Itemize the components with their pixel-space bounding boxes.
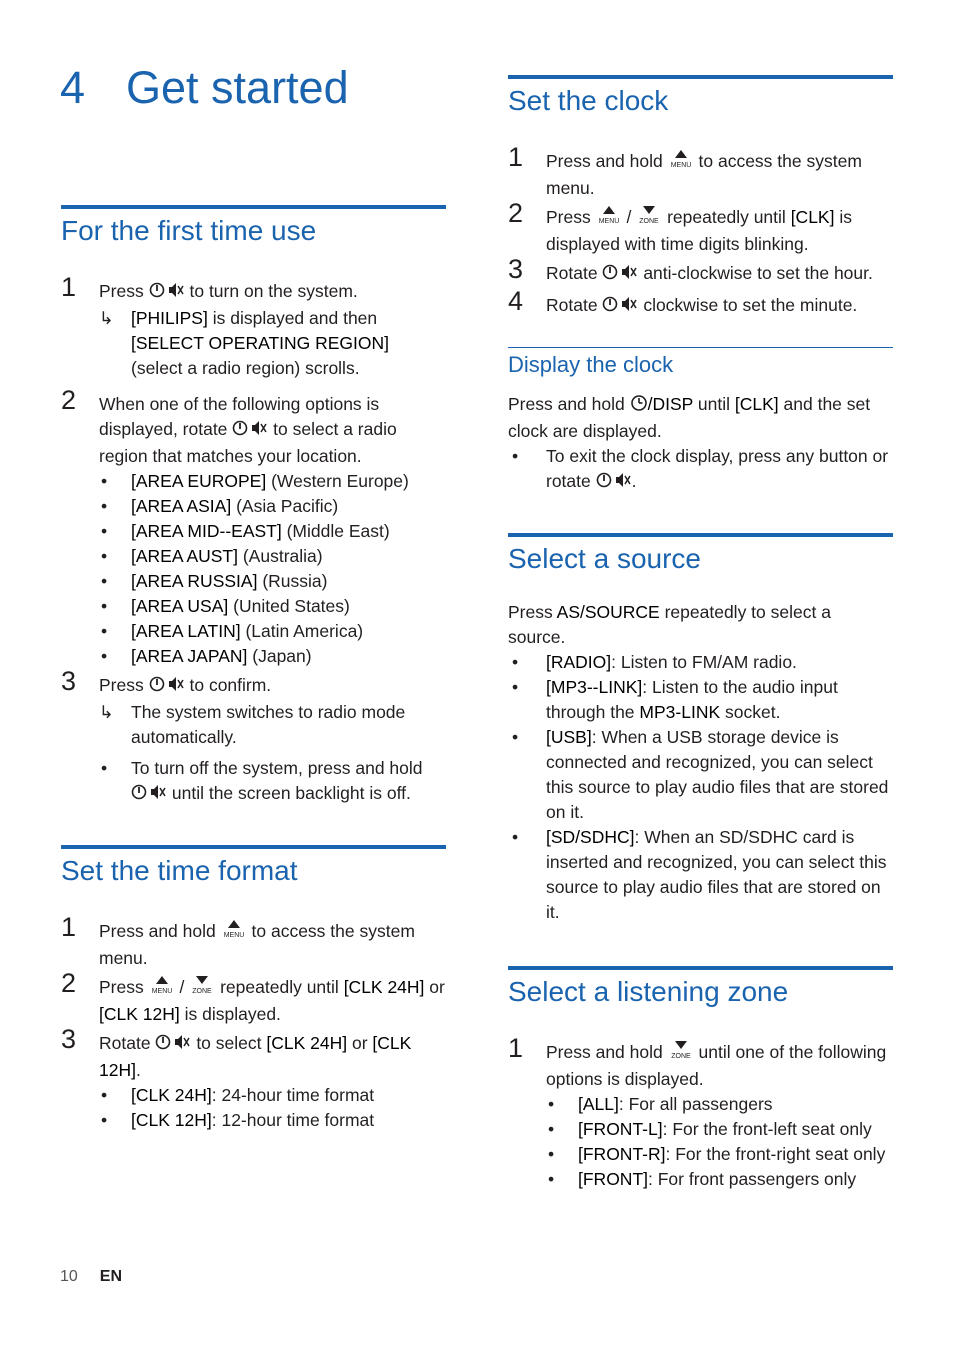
step-text: repeatedly until [220, 977, 339, 997]
step-text: Press [99, 977, 144, 997]
step-text: to access the system menu. [99, 921, 415, 968]
note-list [99, 756, 446, 808]
step-text: to select a radio region that matches your location. [99, 419, 397, 466]
list-item: • [MP3--LINK]: Listen to the audio input through the MP3-LINK socket. [508, 675, 893, 725]
step-text: Press and hold [508, 394, 625, 414]
step-text: to access the system menu. [546, 151, 862, 198]
separator: / [626, 207, 632, 227]
section-time-format [61, 845, 446, 887]
section-title: For the first time use [61, 215, 317, 246]
time-format-step-2 [61, 968, 446, 1027]
list-item: • [RADIO]: Listen to FM/AM radio. [508, 650, 893, 675]
step-text: to confirm. [189, 675, 272, 695]
svg-text:ZONE: ZONE [670, 1053, 691, 1060]
step-number: 3 [508, 254, 524, 284]
step-text: and the set clock are displayed. [508, 394, 871, 441]
step-text: Press [99, 675, 144, 695]
set-clock-step-2 [508, 198, 893, 257]
region-options-list [99, 469, 446, 669]
step-text: or [429, 977, 445, 997]
zone-down-button-icon [189, 975, 215, 1002]
svg-text:MENU: MENU [151, 988, 172, 995]
key-label: [CLK 12H] [99, 1033, 412, 1080]
step-number: 2 [61, 968, 77, 998]
step-text: Press [508, 602, 553, 622]
step-text: Rotate [546, 263, 598, 283]
step-number: 3 [61, 666, 77, 696]
svg-text:MENU: MENU [670, 162, 691, 169]
list-item: • [AREA EUROPE] (Western Europe) [99, 469, 446, 494]
list-item: • [ALL]: For all passengers [546, 1092, 893, 1117]
time-format-step-1 [61, 912, 446, 971]
list-item: • To exit the clock display, press any button or rotate . [508, 444, 893, 496]
zone-down-button-icon [668, 1040, 694, 1067]
step-number: 1 [61, 912, 77, 942]
zone-down-button-icon [636, 205, 662, 232]
key-label: [CLK] [790, 207, 835, 227]
power-mute-knob-icon [155, 1033, 191, 1058]
step-text: anti-clockwise to set the hour. [643, 263, 873, 283]
list-item: • [FRONT-L]: For the front-left seat only [546, 1117, 893, 1142]
chapter-number: 4 [60, 62, 86, 113]
step-text: . [135, 1060, 141, 1080]
list-item: • [FRONT-R]: For the front-right seat only [546, 1142, 893, 1167]
chapter-heading [60, 62, 349, 114]
result-text: (select a radio region) scrolls. [131, 358, 360, 378]
section-title: Set the time format [61, 855, 298, 886]
key-label: AS/SOURCE [556, 602, 660, 622]
key-label: [CLK 12H] [99, 1004, 180, 1024]
list-item: • To turn off the system, press and hold until the screen backlight is off. [99, 756, 446, 808]
step-text: is displayed. [184, 1004, 281, 1024]
power-mute-knob-icon [232, 419, 268, 444]
key-label: [SELECT OPERATING REGION] [131, 333, 390, 353]
list-item: • [AREA AUST] (Australia) [99, 544, 446, 569]
power-mute-knob-icon [602, 295, 638, 320]
result-arrow [99, 306, 446, 381]
step-number: 2 [508, 198, 524, 228]
note-list [508, 444, 893, 496]
list-item: • [CLK 12H]: 12-hour time format [99, 1108, 446, 1133]
display-clock-text [508, 392, 893, 496]
power-mute-knob-icon [602, 263, 638, 288]
step-text: or [351, 1033, 368, 1053]
time-format-options-list [99, 1083, 446, 1133]
menu-up-button-icon [596, 205, 622, 232]
step-text: until [697, 394, 730, 414]
menu-up-button-icon [668, 149, 694, 176]
list-item: • [SD/SDHC]: When an SD/SDHC card is inserted and recognized, you can select this source to play audio files that are stored on it. [508, 825, 893, 925]
step-text: Rotate [546, 295, 598, 315]
clock-button-icon [630, 394, 648, 419]
menu-up-button-icon [221, 919, 247, 946]
page-number: 10 [60, 1268, 78, 1285]
result-text: is displayed and then [212, 308, 378, 328]
step-text: repeatedly to select a source. [508, 602, 831, 647]
result-arrow [99, 700, 446, 750]
power-mute-knob-icon [149, 281, 185, 306]
step-text: until one of the following options is displayed. [546, 1042, 887, 1089]
list-item: • [AREA LATIN] (Latin America) [99, 619, 446, 644]
step-number: 1 [508, 1033, 524, 1063]
list-item: • [AREA JAPAN] (Japan) [99, 644, 446, 669]
first-time-step-2 [61, 385, 446, 669]
key-label: /DISP [647, 394, 694, 414]
list-item: • [USB]: When a USB storage device is connected and recognized, you can select this source to play audio files that are stored on it. [508, 725, 893, 825]
list-item: • [CLK 24H]: 24-hour time format [99, 1083, 446, 1108]
step-number: 4 [508, 286, 524, 316]
step-text: Press [99, 281, 144, 301]
step-text: Press and hold [99, 921, 216, 941]
svg-text:ZONE: ZONE [639, 218, 659, 225]
step-text: When one of the following options is displayed, rotate [99, 394, 380, 439]
key-label: [CLK] [734, 394, 779, 414]
time-format-step-3 [61, 1024, 446, 1133]
list-item: • [AREA ASIA] (Asia Pacific) [99, 494, 446, 519]
step-text: Press and hold [546, 151, 663, 171]
key-label: [CLK 24H] [343, 977, 425, 997]
chapter-title: Get started [126, 62, 349, 113]
list-item: • [FRONT]: For front passengers only [546, 1167, 893, 1192]
power-mute-knob-icon [131, 783, 167, 808]
result-text: The system switches to radio mode automatically. [131, 702, 406, 747]
listening-zone-step-1 [508, 1033, 893, 1192]
power-mute-knob-icon [596, 471, 632, 496]
step-text: clockwise to set the minute. [643, 295, 858, 315]
key-label: [PHILIPS] [131, 308, 208, 328]
set-clock-step-4 [508, 286, 893, 320]
first-time-step-3 [61, 666, 446, 808]
section-title: Select a listening zone [508, 976, 789, 1007]
section-title: Set the clock [508, 85, 669, 116]
step-number: 1 [508, 142, 524, 172]
svg-text:MENU: MENU [598, 218, 619, 225]
step-text: to select [196, 1033, 262, 1053]
section-set-clock [508, 75, 893, 117]
list-item: • [AREA RUSSIA] (Russia) [99, 569, 446, 594]
list-item: • [AREA USA] (United States) [99, 594, 446, 619]
power-mute-knob-icon [149, 675, 185, 700]
section-title: Select a source [508, 543, 701, 574]
section-first-time-use [61, 205, 446, 247]
step-number: 1 [61, 272, 77, 302]
svg-text:MENU: MENU [223, 932, 244, 939]
step-number: 2 [61, 385, 77, 415]
source-options-list [508, 650, 893, 925]
set-clock-step-1 [508, 142, 893, 201]
language-code: EN [99, 1268, 123, 1285]
step-text: Rotate [99, 1033, 151, 1053]
select-source-text [508, 600, 893, 925]
first-time-step-1 [61, 272, 446, 381]
set-clock-step-3 [508, 254, 893, 288]
svg-text:ZONE: ZONE [192, 988, 212, 995]
step-number: 3 [61, 1024, 77, 1054]
step-text: to turn on the system. [189, 281, 358, 301]
step-text: Press and hold [546, 1042, 663, 1062]
section-listening-zone [508, 966, 893, 1008]
step-text: is displayed with time digits blinking. [546, 207, 852, 254]
list-item: • [AREA MID--EAST] (Middle East) [99, 519, 446, 544]
page-footer [60, 1268, 144, 1286]
subsection-display-clock [508, 347, 893, 378]
step-text: Press [546, 207, 591, 227]
section-select-source [508, 533, 893, 575]
subsection-title: Display the clock [508, 352, 674, 377]
step-text: repeatedly until [667, 207, 786, 227]
key-label: [CLK 24H] [266, 1033, 348, 1053]
menu-up-button-icon [149, 975, 175, 1002]
separator: / [179, 977, 185, 997]
zone-options-list [546, 1092, 893, 1192]
